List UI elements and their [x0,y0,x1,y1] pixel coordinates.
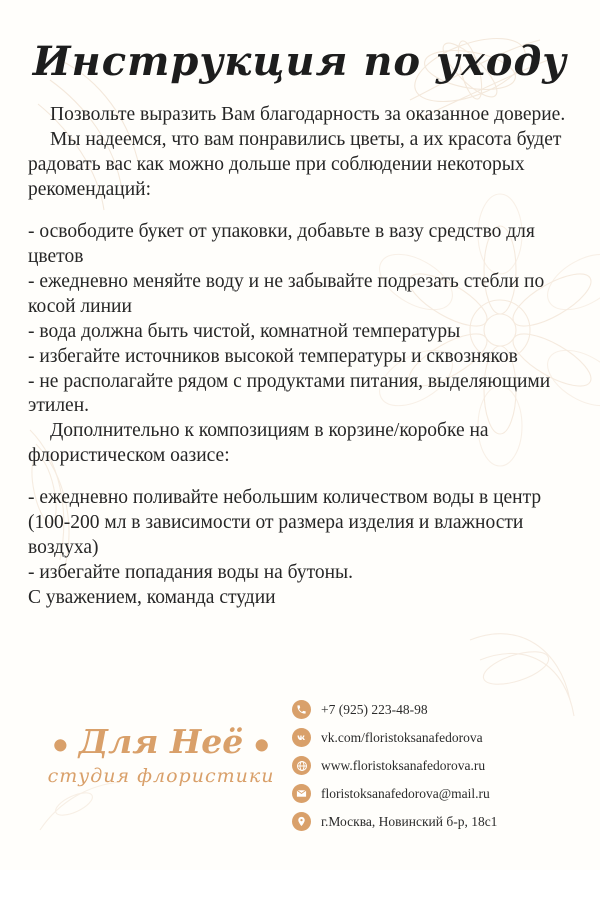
phone-icon [292,700,311,719]
additional-item: - избегайте попадания воды на бутоны. [28,562,354,584]
footer [0,694,600,840]
contact-text-website: www.floristoksanafedorova.ru [321,757,486,773]
recommendation-item: - не располагайте рядом с продуктами питания, выделяющими этилен. [28,370,551,417]
recommendation-item: - ежедневно меняйте воду и не забывайте подрезать стебли по косой линии [28,270,545,317]
recommendation-item: - освободите букет от упаковки, добавьте в вазу средство для цветов [28,220,535,267]
contact-text-vk: vk.com/floristoksanafedorova [321,729,483,745]
brand-dot-left: ● [53,734,68,754]
contact-row-email[interactable] [292,784,570,803]
additional-list [28,486,572,586]
mail-icon [292,784,311,803]
contact-text-email: floristoksanafedorova@mail.ru [321,785,490,801]
intro-paragraph: Позвольте выразить Вам благодарность за оказанное доверие. [50,104,566,125]
brand-name-text: Для Неё [78,722,244,761]
recommendation-item: - вода должна быть чистой, комнатной температуры [28,320,461,342]
contact-text-address: г.Москва, Новинский б-р, 18с1 [321,813,498,829]
brand-subtitle: студия флористики [47,765,275,787]
contact-row-vk[interactable] [292,728,570,747]
contact-list [292,694,570,840]
additional-item: - ежедневно поливайте небольшим количеством воды в центр (100-200 мл в зависимости от размера изделия и влажности воздуха) [28,487,542,559]
additional-heading: Дополнительно к композициям в корзине/коробке на флористическом оазисе: [28,420,489,467]
globe-icon [292,756,311,775]
location-icon [292,812,311,831]
contact-row-website[interactable] [292,756,570,775]
brand-name [30,722,292,761]
contact-text-phone: +7 (925) 223-48-98 [321,701,428,717]
signature-line: С уважением, команда студии [28,587,276,609]
vk-icon [292,728,311,747]
contact-row-address[interactable] [292,812,570,831]
hope-paragraph: Мы надеемся, что вам понравились цветы, а их красота будет радовать вас как можно дольше при соблюдении некоторых рекомендаций: [28,128,562,200]
contact-row-phone[interactable] [292,700,570,719]
brand-logo [30,694,292,787]
recommendation-item: - избегайте источников высокой температуры и сквозняков [28,345,518,367]
brand-dot-right: ● [254,734,269,754]
recommendation-list [28,220,572,420]
page-title: Инструкция по уходу [32,38,568,85]
